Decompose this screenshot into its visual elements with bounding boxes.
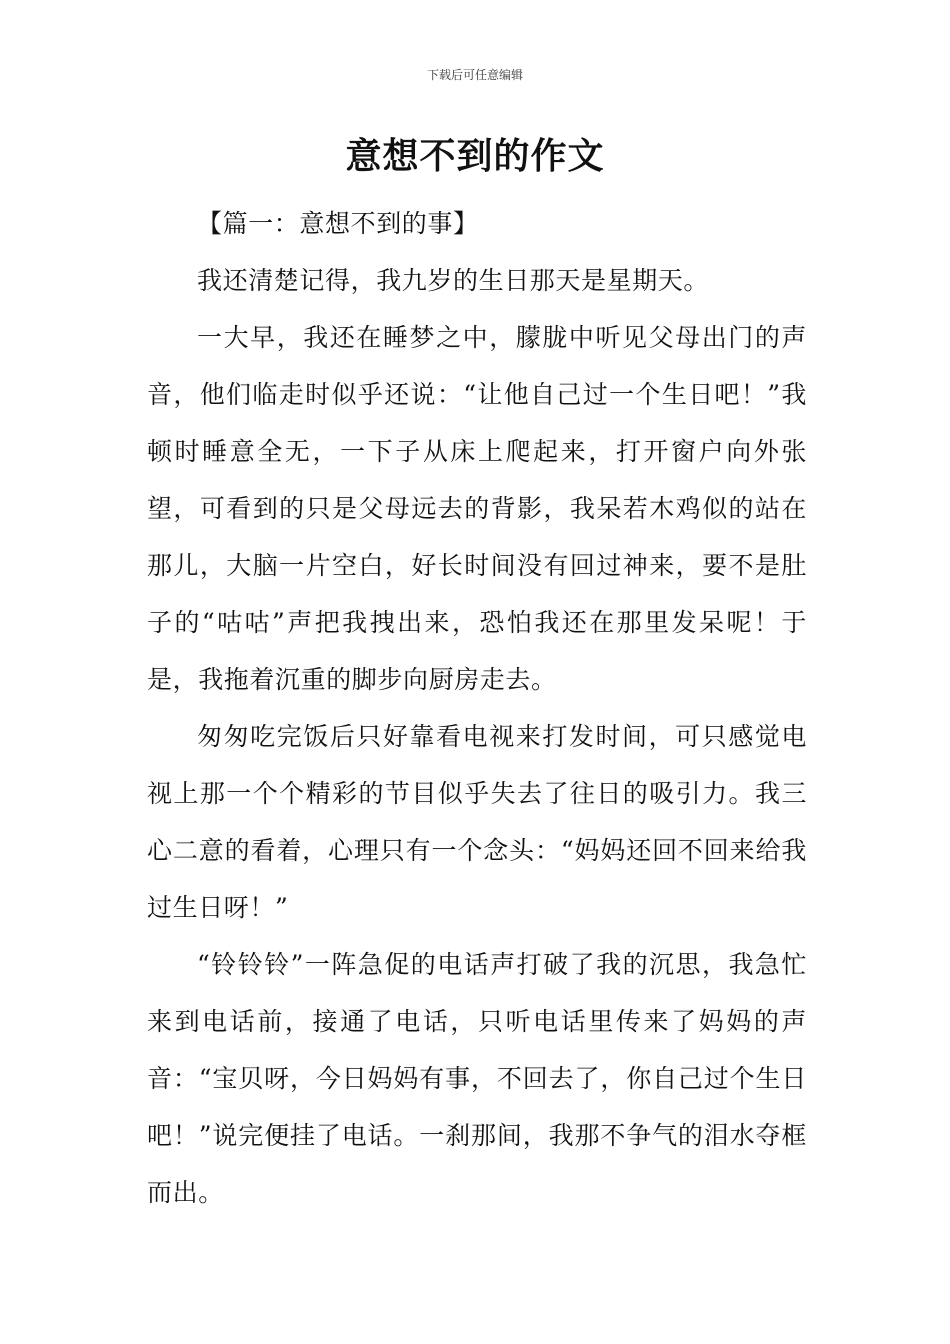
paragraph: “铃铃铃”一阵急促的电话声打破了我的沉思，我急忙来到电话前，接通了电话，只听电话里传来了妈妈的声音：“宝贝呀，今日妈妈有事，不回去了，你自己过个生日吧！”说完便挂了电话。一刹那间，我那不争气的泪水夺框而出。 <box>147 950 807 1207</box>
section-heading: 【篇一：意想不到的事】 <box>197 209 479 238</box>
paragraph: 匆匆吃完饭后只好靠看电视来打发时间，可只感觉电视上那一个个精彩的节目似乎失去了往日的吸引力。我三心二意的看着，心理只有一个念头：“妈妈还回不回来给我过生日呀！” <box>147 722 807 922</box>
paragraph: 一大早，我还在睡梦之中，朦胧中听见父母出门的声音，他们临走时似乎还说：“让他自己过一个生日吧！”我顿时睡意全无，一下子从床上爬起来，打开窗户向外张望，可看到的只是父母远去的背影，我呆若木鸡似的站在那儿，大脑一片空白，好长时间没有回过神来，要不是肚子的“咕咕”声把我拽出来，恐怕我还在那里发呆呢！于是，我拖着沉重的脚步向厨房走去。 <box>147 323 807 694</box>
paragraph: 我还清楚记得，我九岁的生日那天是星期天。 <box>197 266 710 295</box>
header-note: 下载后可任意编辑 <box>426 68 523 82</box>
document-title: 意想不到的作文 <box>345 136 605 177</box>
document-body <box>147 195 807 1221</box>
